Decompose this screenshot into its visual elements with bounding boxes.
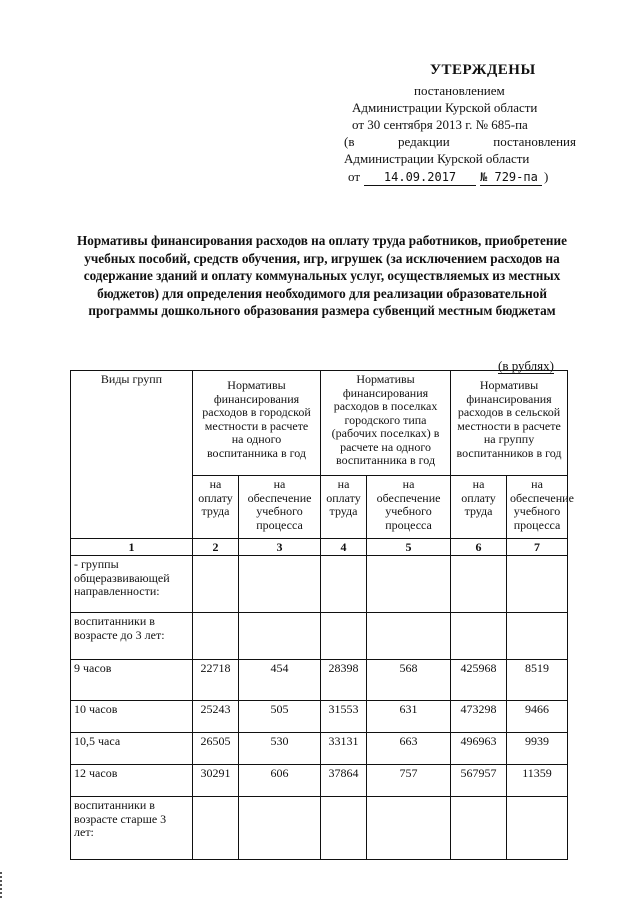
approval-title: УТЕРЖДЕНЫ [430,62,536,78]
value-cell: 663 [367,733,451,765]
normatives-table [70,370,574,860]
header-urban: Нормативы финансирования расходов в городской местности в расчете на одного воспитанника в год [193,371,321,476]
scan-margin-mark [0,872,5,898]
value-cell: 28398 [321,660,367,701]
header-pay-urban: на оплату труда [193,476,239,539]
value-cell: 425968 [451,660,507,701]
document-title: Нормативы финансирования расходов на оплату труда работников, приобретение учебных пособий, средств обучения, игр, игрушек (за исключением расходов на содержание зданий и оплату коммунальных услуг, осуществляемых из местных бюджетов) для определения необходимого для реализации образовательной программы дошкольного образования размера субвенций местным бюджетам [77,233,567,319]
header-settlement: Нормативы финансирования расходов в поселках городского типа (рабочих поселках) в расчете на одного воспитанника в год [321,371,451,476]
row-label: 10,5 часа [71,733,193,765]
date-prefix: от [348,169,361,184]
value-cell: 30291 [193,765,239,797]
row-label: 10 часов [71,701,193,733]
header-edu-settlement: на обеспечение учебного процесса [367,476,451,539]
value-cell: 33131 [321,733,367,765]
value-cell: 26505 [193,733,239,765]
units-text: (в рублях) [498,358,554,373]
header-row-1 [71,371,568,476]
value-cell: 8519 [507,660,568,701]
section-row-under3 [71,613,568,660]
header-pay-rural: на оплату труда [451,476,507,539]
value-cell: 9939 [507,733,568,765]
value-cell: 567957 [451,765,507,797]
value-cell: 25243 [193,701,239,733]
value-cell: 454 [239,660,321,701]
section-row-general [71,556,568,613]
table-row [71,765,568,797]
amendment-date-line [348,168,548,186]
table-row [71,701,568,733]
value-cell: 496963 [451,733,507,765]
header-edu-urban: на обеспечение учебного процесса [239,476,321,539]
approval-line: Администрации Курской области [352,100,538,115]
column-number: 5 [367,539,451,556]
value-cell: 473298 [451,701,507,733]
approval-line: Администрации Курской области [344,151,530,166]
header-group-types: Виды групп [71,371,193,539]
value-cell: 31553 [321,701,367,733]
approval-word: (в [344,134,355,149]
column-number: 1 [71,539,193,556]
approval-word: постановления [493,134,576,149]
column-number: 7 [507,539,568,556]
column-number: 3 [239,539,321,556]
header-rural: Нормативы финансирования расходов в сельской местности в расчете на группу воспитанников в год [451,371,568,476]
section-row-over3 [71,797,568,860]
approval-line: постановлением [414,83,505,98]
approval-line: от 30 сентября 2013 г. № 685-па [352,117,528,132]
column-number: 6 [451,539,507,556]
value-cell: 757 [367,765,451,797]
number-prefix: № [480,170,488,184]
value-cell: 631 [367,701,451,733]
value-cell: 505 [239,701,321,733]
value-cell: 11359 [507,765,568,797]
amendment-number [480,170,542,186]
approval-line [344,133,576,150]
value-cell: 9466 [507,701,568,733]
table-row [71,660,568,701]
value-cell: 530 [239,733,321,765]
column-numbers-row [71,539,568,556]
table-row [71,733,568,765]
approval-word: редакции [398,134,450,149]
amendment-date: 14.09.2017 [364,170,476,186]
subsection-label: воспитанники в возрасте старше 3 лет: [71,797,193,860]
number-value: 729-па [494,170,538,184]
row-label: 9 часов [71,660,193,701]
header-pay-settlement: на оплату труда [321,476,367,539]
column-number: 2 [193,539,239,556]
value-cell: 606 [239,765,321,797]
row-label: 12 часов [71,765,193,797]
column-number: 4 [321,539,367,556]
value-cell: 568 [367,660,451,701]
header-edu-rural: на обеспечение учебного процесса [507,476,568,539]
value-cell: 37864 [321,765,367,797]
close-paren: ) [544,169,549,184]
subsection-label: воспитанники в возрасте до 3 лет: [71,613,193,660]
section-label: - группы общеразвивающей направленности: [71,556,193,613]
value-cell: 22718 [193,660,239,701]
